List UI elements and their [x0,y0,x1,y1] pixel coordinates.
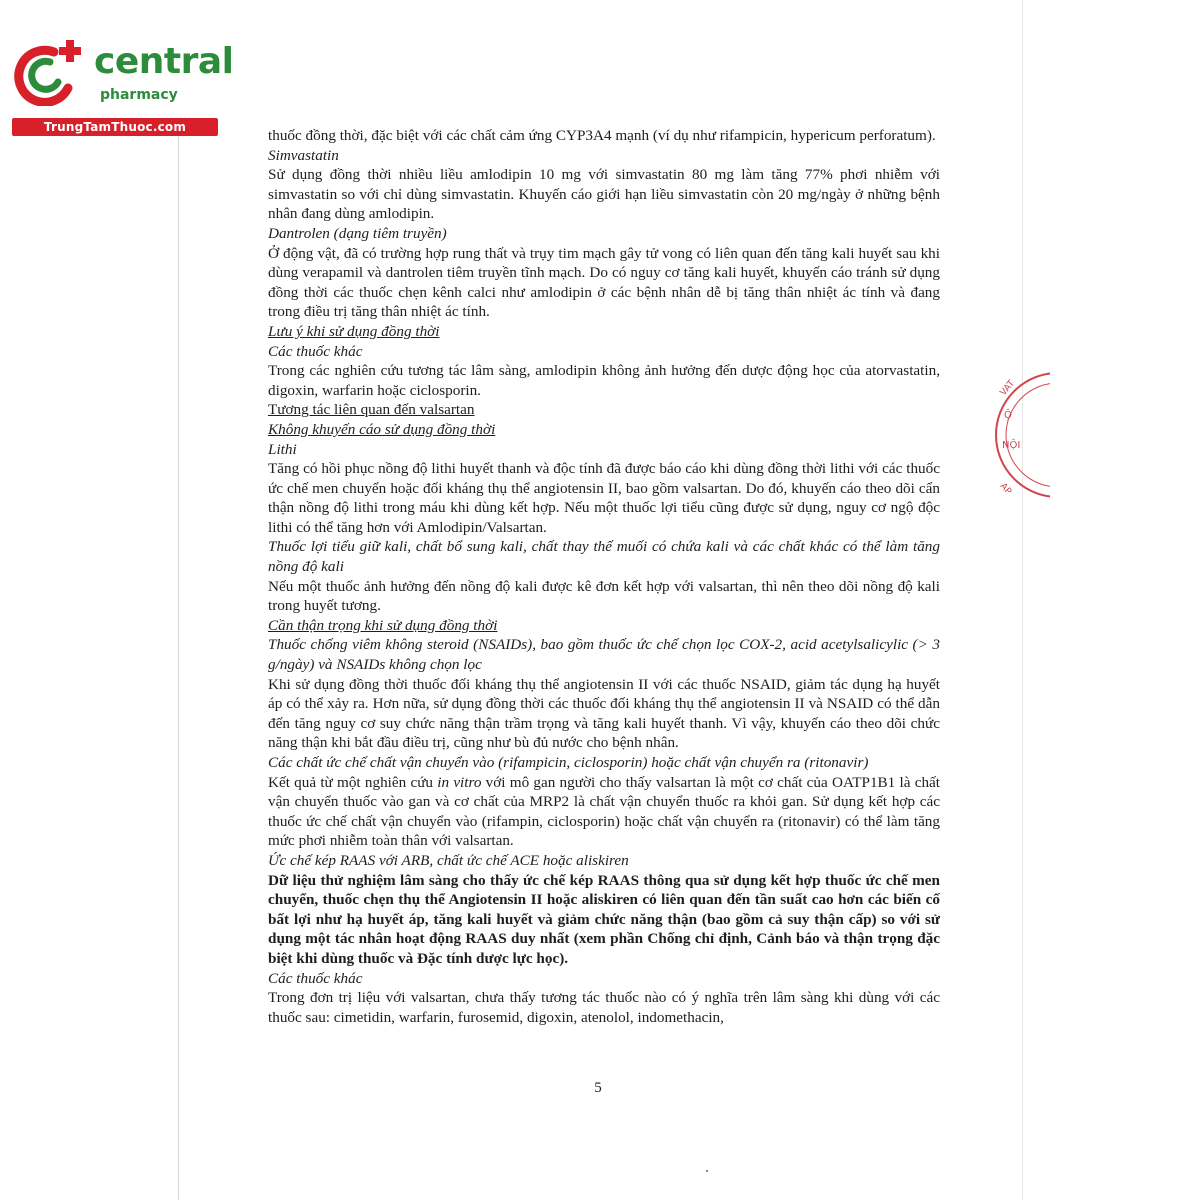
section-heading-luu-y: Lưu ý khi sử dụng đồng thời [268,322,440,340]
page-number: 5 [594,1080,602,1096]
logo-subtitle: pharmacy [100,87,178,103]
scan-speck [706,1170,708,1172]
heading-lithi: Lithi [268,440,297,458]
paragraph: Trong đơn trị liệu với valsartan, chưa thấy tương tác thuốc nào có ý nghĩa trên lâm sàng khi dùng với các thuốc sau: cimetidin, warfarin, furosemid, digoxin, atenolol, indomethacin, [268,989,940,1026]
paragraph: Tăng có hồi phục nồng độ lithi huyết thanh và độc tính đã được báo cáo khi dùng đồng thời lithi với các thuốc ức chế men chuyển hoặc đối kháng thụ thể angiotensin II, bao gồm valsartan. Do đó, khuyến cáo theo dõi cẩn thận nồng độ lithi trong máu khi dùng kết hợp. Nếu một thuốc lợi tiểu cũng được sử dụng, nguy cơ ngộ độc lithi có thể tăng hơn với Amlodipin/Valsartan. [268,460,940,536]
stamp-text-2: Ộ [1004,410,1012,421]
section-heading-valsartan: Tương tác liên quan đến valsartan [268,401,475,419]
central-pharmacy-logo[interactable] [10,36,234,136]
paragraph-bold: Dữ liệu thử nghiệm lâm sàng cho thấy ức chế kép RAAS thông qua sử dụng kết hợp thuốc ức chế men chuyển, thuốc chẹn thụ thể Angiotensin II hoặc aliskiren có liên quan đến tần suất cao hơn các biến cố bất lợi như hạ huyết áp, tăng kali huyết và giảm chức năng thận (bao gồm cả suy thận cấp) so với sử dụng một tác nhân hoạt động RAAS duy nhất (xem phần Chống chỉ định, Cảnh báo và thận trọng đặc biệt khi dùng thuốc và Đặc tính dược lực học). [268,871,940,967]
red-stamp-fragment [990,360,1050,510]
heading-raas: Ức chế kép RAAS với ARB, chất ức chế ACE hoặc aliskiren [268,851,629,869]
paragraph: Trong các nghiên cứu tương tác lâm sàng, amlodipin không ảnh hưởng đến dược động học của atorvastatin, digoxin, warfarin hoặc ciclosporin. [268,362,940,399]
right-margin-line [1022,0,1023,1200]
text-run: Kết quả từ một nghiên cứu [268,773,438,791]
stamp-text-1: VAT [998,378,1017,398]
pharmacy-cross-logo-icon [10,36,90,106]
heading-simvastatin: Simvastatin [268,146,339,164]
document-body [268,126,940,1027]
section-heading-can-than: Cần thận trọng khi sử dụng đồng thời [268,616,498,634]
paragraph: thuốc đồng thời, đặc biệt với các chất cảm ứng CYP3A4 mạnh (ví dụ như rifampicin, hypericum perforatum). [268,127,936,144]
paragraph: Ở động vật, đã có trường hợp rung thất và trụy tim mạch gây tử vong có liên quan đến tăng kali huyết sau khi dùng verapamil và dantrolen tiêm truyền tĩnh mạch. Do có nguy cơ tăng kali huyết, khuyến cáo tránh sử dụng đồng thời các thuốc chẹn kênh calci như amlodipin ở các bệnh nhân dễ bị tăng thân nhiệt ác tính và đang trong điều trị tăng thân nhiệt ác tính. [268,244,940,321]
text-run-italic: in vitro [437,773,482,791]
paragraph: Sử dụng đồng thời nhiều liều amlodipin 10 mg với simvastatin 80 mg làm tăng 77% phơi nhiễm với simvastatin so với chỉ dùng simvastatin. Khuyến cáo giới hạn liều simvastatin còn 20 mg/ngày ở những bệnh nhân đang dùng amlodipin. [268,166,940,223]
paragraph: Khi sử dụng đồng thời thuốc đối kháng thụ thể angiotensin II với các thuốc NSAID, giảm tác dụng hạ huyết áp có thể xảy ra. Hơn nữa, sử dụng đồng thời các thuốc đối kháng thụ thể angiotensin II và NSAID có thể dẫn đến tăng nguy cơ suy chức năng thận trầm trọng và tăng kali huyết thanh. Vì vậy, khuyến cáo theo dõi chức năng thận khi bắt đầu điều trị, cũng như bù đủ nước cho bệnh nhân. [268,675,940,752]
logo-website-banner: TrungTamThuoc.com [12,118,218,136]
heading-dantrolen: Dantrolen (dạng tiêm truyền) [268,224,447,242]
left-margin-line [178,120,179,1200]
paragraph: Nếu một thuốc ảnh hưởng đến nồng độ kali được kê đơn kết hợp với valsartan, thì nên theo dõi nồng độ kali trong huyết tương. [268,577,940,615]
section-heading-khong-khuyen-cao: Không khuyến cáo sử dụng đồng thời [268,420,496,438]
heading-nsaid: Thuốc chống viêm không steroid (NSAIDs), bao gồm thuốc ức chế chọn lọc COX-2, acid acetylsalicylic (> 3 g/ngày) và NSAIDs không chọn lọc [268,636,940,674]
text-run: với mô gan người cho thấy valsartan là một cơ chất của OATP1B1 là chất vận chuyển thuốc vào gan và cơ chất của MRP2 là chất vận chuyển thuốc ra khỏi gan. Sử dụng kết hợp các thuốc ức chế chất vận chuyển vào (rifampin, ciclosporin) hoặc chất vận chuyển ra (ritonavir) có thể làm tăng mức phơi nhiễm toàn thân với valsartan. [268,773,940,850]
heading-van-chuyen: Các chất ức chế chất vận chuyển vào (rifampicin, ciclosporin) hoặc chất vận chuyển ra (ritonavir) [268,754,869,771]
stamp-text-4: AP [997,481,1013,497]
heading-cac-thuoc-khac: Các thuốc khác [268,969,363,987]
paragraph [268,773,940,851]
stamp-text-3: NỘI [1002,440,1021,451]
heading-cac-thuoc-khac: Các thuốc khác [268,342,363,360]
heading-kali: Thuốc lợi tiểu giữ kali, chất bổ sung kali, chất thay thế muối có chứa kali và các chất khác có thể làm tăng nồng độ kali [268,538,940,576]
logo-name: central [94,41,234,82]
